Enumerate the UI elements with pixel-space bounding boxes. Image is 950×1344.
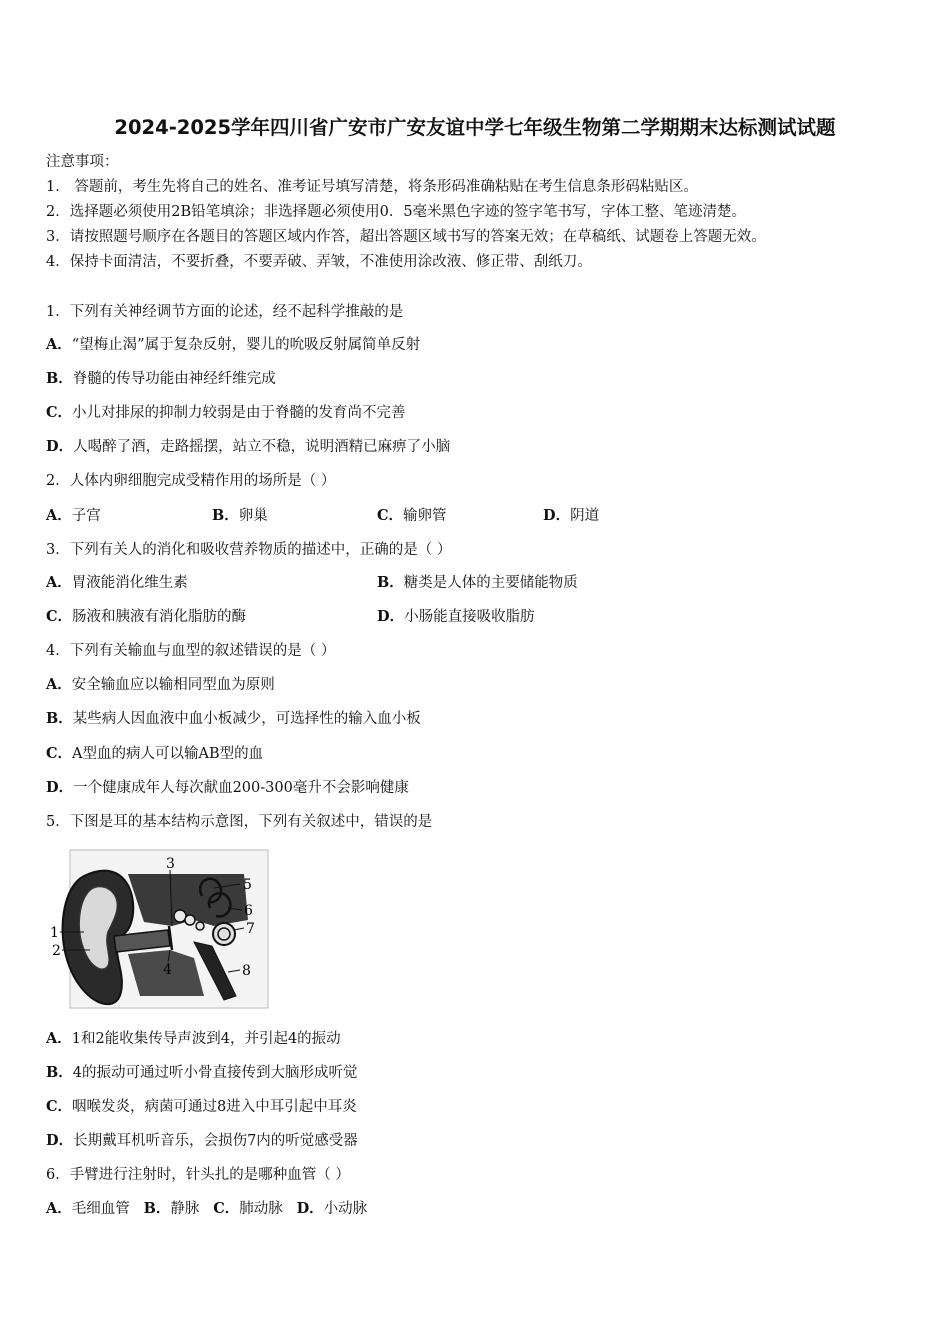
figure-label-3: 3 — [166, 856, 175, 872]
option-label: C． — [46, 1098, 73, 1115]
question-4-option-a — [46, 675, 275, 695]
option-label: C． — [46, 404, 73, 421]
option-text: 某些病人因血液中血小板减少，可选择性的输入血小板 — [72, 711, 421, 727]
question-5-option-c — [46, 1097, 357, 1117]
option-text: 小动脉 — [323, 1201, 368, 1217]
question-4-option-c — [46, 744, 263, 764]
option-text: “望梅止渴”属于复杂反射，婴儿的吮吸反射属简单反射 — [71, 337, 421, 353]
question-1-option-d — [46, 437, 450, 457]
option-text: 4的振动可通过听小骨直接传到大脑形成听觉 — [72, 1065, 358, 1081]
question-2-option-b — [212, 506, 268, 526]
question-1-stem: 1．下列有关神经调节方面的论述，经不起科学推敲的是 — [46, 304, 404, 320]
question-6-options — [46, 1199, 367, 1219]
question-3-option-c — [46, 607, 246, 627]
option-text: 肠液和胰液有消化脂肪的酶 — [72, 609, 247, 625]
option-label: D． — [377, 608, 405, 625]
question-1-option-b — [46, 369, 276, 389]
notice-item-4: 4．保持卡面清洁，不要折叠，不要弄破、弄皱，不准使用涂改液、修正带、刮纸刀。 — [46, 254, 592, 270]
option-label: C． — [377, 507, 404, 524]
question-3-option-d — [377, 607, 535, 627]
option-label: B． — [46, 370, 73, 387]
option-text: 子宫 — [71, 508, 101, 524]
option-label: A． — [46, 1200, 72, 1217]
option-text: 一个健康成年人每次献血200-300毫升不会影响健康 — [73, 780, 409, 796]
option-label: A． — [46, 1030, 72, 1047]
option-text: 毛细血管 — [71, 1201, 130, 1217]
question-5-stem: 5．下图是耳的基本结构示意图，下列有关叙述中，错误的是 — [46, 814, 433, 830]
option-label: D． — [46, 438, 74, 455]
figure-label-7: 7 — [246, 921, 255, 937]
question-2-option-a — [46, 506, 101, 526]
option-text: 胃液能消化维生素 — [71, 575, 188, 591]
page-title: 2024-2025学年四川省广安市广安友谊中学七年级生物第二学期期末达标测试试题 — [114, 116, 836, 139]
option-text: 肺动脉 — [239, 1201, 283, 1217]
option-text: 长期戴耳机听音乐，会损伤7内的听觉感受器 — [73, 1133, 358, 1149]
option-text: 脊髓的传导功能由神经纤维完成 — [72, 371, 276, 387]
option-text: 1和2能收集传导声波到4，并引起4的振动 — [71, 1031, 341, 1047]
figure-label-4: 4 — [163, 962, 172, 978]
option-text: 人喝醉了酒，走路摇摆，站立不稳，说明酒精已麻痹了小脑 — [73, 439, 451, 455]
option-label: D． — [543, 507, 571, 524]
notice-item-1: 1． 答题前，考生先将自己的姓名、准考证号填写清楚，将条形码准确粘贴在考生信息条形码粘贴区。 — [46, 179, 698, 195]
option-text: 糖类是人体的主要储能物质 — [403, 575, 578, 591]
question-5-option-b — [46, 1063, 358, 1083]
option-text: 输卵管 — [403, 508, 447, 524]
question-3-option-a — [46, 573, 188, 593]
option-label: A． — [46, 336, 72, 353]
option-text: 卵巢 — [238, 508, 268, 524]
option-label: A． — [46, 676, 72, 693]
option-label: B． — [46, 1064, 73, 1081]
option-label: C． — [46, 608, 73, 625]
question-1-option-a — [46, 335, 420, 355]
cochlea-outer — [213, 923, 235, 945]
notice-item-3: 3．请按照题号顺序在各题目的答题区域内作答，超出答题区域书写的答案无效；在草稿纸、试题卷上答题无效。 — [46, 229, 766, 245]
figure-label-8: 8 — [242, 963, 251, 979]
option-text: 咽喉发炎，病菌可通过8进入中耳引起中耳炎 — [72, 1099, 357, 1115]
ossicle-anvil — [185, 915, 195, 925]
option-label: B． — [212, 507, 239, 524]
option-label: A． — [46, 507, 72, 524]
option-label: B． — [143, 1200, 171, 1217]
option-label: D． — [46, 779, 74, 796]
ear-structure-figure — [44, 846, 270, 1016]
option-label: B． — [46, 710, 73, 727]
question-6-stem: 6．手臂进行注射时，针头扎的是哪种血管（ ） — [46, 1167, 350, 1183]
option-label: C． — [46, 745, 73, 762]
figure-label-1: 1 — [50, 925, 59, 941]
option-label: D． — [46, 1132, 74, 1149]
question-4-option-b — [46, 709, 421, 729]
option-text: 静脉 — [170, 1201, 200, 1217]
option-label: D． — [296, 1200, 324, 1217]
question-2-option-d — [543, 506, 599, 526]
question-4-stem: 4．下列有关输血与血型的叙述错误的是（ ） — [46, 643, 336, 659]
question-3-option-b — [377, 573, 578, 593]
question-3-stem: 3．下列有关人的消化和吸收营养物质的描述中，正确的是（ ） — [46, 542, 452, 558]
option-label: B． — [377, 574, 404, 591]
question-5-option-a — [46, 1029, 341, 1049]
question-5-option-d — [46, 1131, 358, 1151]
notice-heading: 注意事项： — [46, 154, 119, 170]
notice-item-2: 2．选择题必须使用2B铅笔填涂；非选择题必须使用0．5毫米黑色字迹的签字笔书写，字体工整、笔迹清楚。 — [46, 204, 747, 220]
figure-label-6: 6 — [244, 903, 253, 919]
figure-label-5: 5 — [243, 877, 252, 893]
ossicle-hammer — [174, 910, 186, 922]
option-text: 安全输血应以输相同型血为原则 — [71, 677, 275, 693]
ear-diagram — [44, 846, 270, 1016]
figure-label-2: 2 — [52, 943, 61, 959]
option-text: 小儿对排尿的抑制力较弱是由于脊髓的发育尚不完善 — [72, 405, 406, 421]
option-label: A． — [46, 574, 72, 591]
question-4-option-d — [46, 778, 409, 798]
question-2-stem: 2．人体内卵细胞完成受精作用的场所是（ ） — [46, 473, 336, 489]
question-2-option-c — [377, 506, 447, 526]
option-text: 阴道 — [570, 508, 600, 524]
option-text: 小肠能直接吸收脂肪 — [404, 609, 535, 625]
option-label: C． — [213, 1200, 240, 1217]
question-1-option-c — [46, 403, 406, 423]
option-text: A型血的病人可以输AB型的血 — [72, 746, 264, 762]
ossicle-stirrup — [196, 922, 204, 930]
